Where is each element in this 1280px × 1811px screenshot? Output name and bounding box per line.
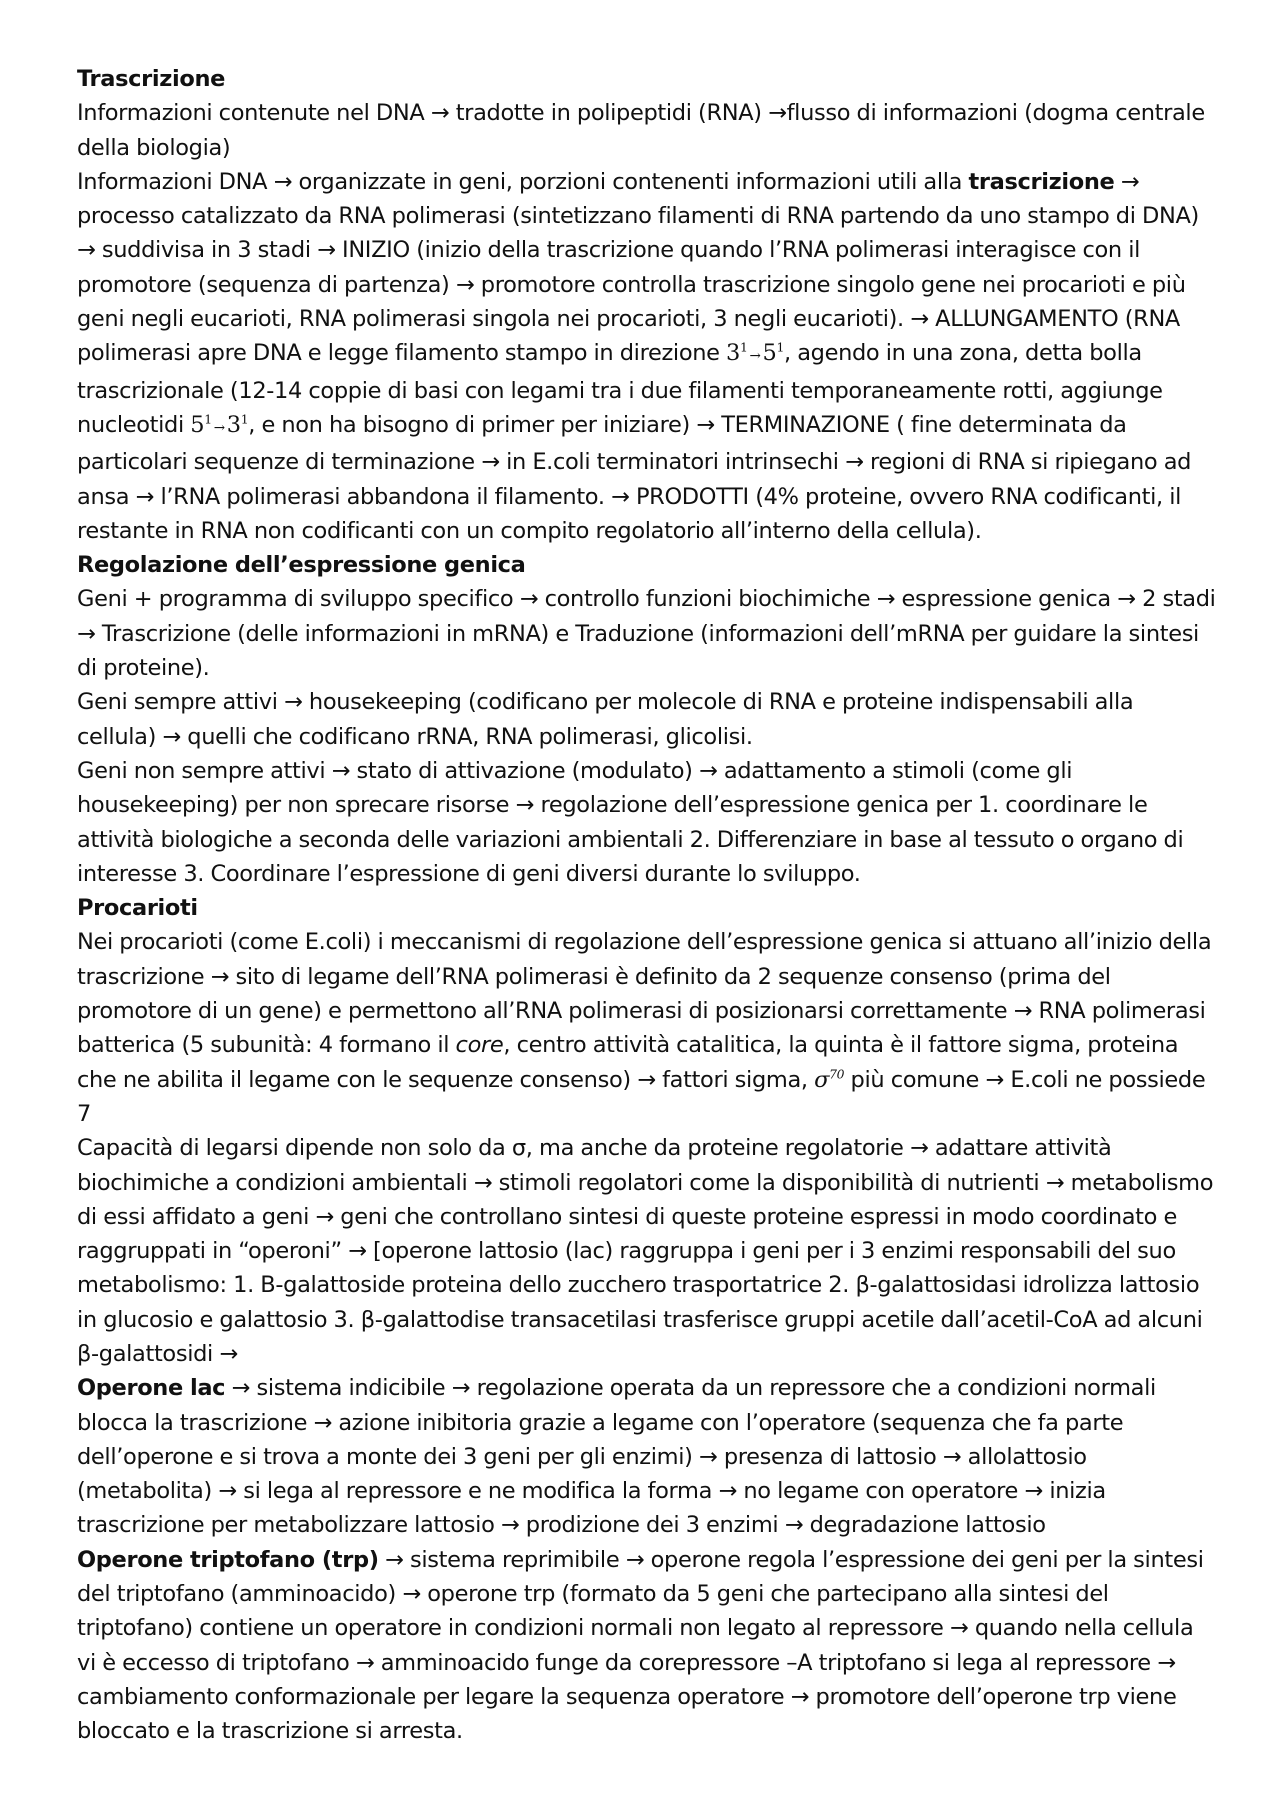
paragraph-trascrizione-stadi: Informazioni DNA → organizzate in geni, porzioni contenenti informazioni utili alla trascrizione → processo catalizzato da RNA polimerasi (sintetizzano filamenti di RNA partendo da uno stampo di DNA) → suddivisa in 3 stadi → INIZIO (inizio della trascrizione quando l’RNA polimerasi interagisce con il promotore (sequenza di partenza) → promotore controlla trascrizione singolo gene nei procarioti e più geni negli eucarioti, RNA polimerasi singola nei procarioti, 3 negli eucarioti). → ALLUNGAMENTO (RNA polimerasi apre DNA e legge filamento stampo in direzione $3^1\to 5^1$, agendo in una zona, detta bolla trascrizionale (12-14 coppie di basi con legami tra i due filamenti temporaneamente rotti, aggiunge nucleotidi $5^1\to 3^1$, e non ha bisogno di primer per iniziare) → TERMINAZIONE ( fine determinata da particolari sequenze di terminazione → in E.coli terminatori intrinsechi → regioni di RNA si ripiegano ad ansa → l’RNA polimerasi abbandona il filamento. → PRODOTTI (4% proteine, ovvero RNA codificanti, il restante in RNA non codificanti con un compito regolatorio all’interno della cellula).	[77, 168, 1199, 544]
paragraph-trascrizione-intro: Informazioni contenute nel DNA → tradotte in polipeptidi (RNA) →flusso di informazioni (dogma centrale della biologia)	[77, 100, 1205, 161]
paragraph-procarioti-intro: Nei procarioti (come E.coli) i meccanismi di regolazione dell’espressione genica si attuano all’inizio della trascrizione → sito di legame dell’RNA polimerasi è definito da 2 sequenze consenso (prima del promotore di un gene) e permettono all’RNA polimerasi di posizionarsi correttamente → RNA polimerasi batterica (5 subunità: 4 formano il core, centro attività catalitica, la quinta è il fattore sigma, proteina che ne abilita il legame con le sequenze consenso) → fattori sigma, $\sigma^{70}$ più comune → E.coli ne possiede 7	[77, 929, 1212, 1127]
direction-5-to-3: $5^1\to 3^1$	[190, 411, 249, 438]
document-page	[77, 62, 1217, 1749]
paragraph-capacita-legarsi: Capacità di legarsi dipende non solo da σ, ma anche da proteine regolatorie → adattare attività biochimiche a condizioni ambientali → stimoli regolatori come la disponibilità di nutrienti → metabolismo di essi affidato a geni → geni che controllano sintesi di queste proteine espressi in modo coordinato e raggruppati in “operoni” → [operone lattosio (lac) raggruppa i geni per i 3 enzimi responsabili del suo metabolismo: 1. B-galattoside proteina dello zucchero trasportatrice 2. β-galattosidasi idrolizza lattosio in glucosio e galattosio 3. β-galattodise transacetilasi trasferisce gruppi acetile dall’acetil-CoA ad alcuni β-galattosidi →	[77, 1135, 1214, 1367]
heading-procarioti: Procarioti	[77, 895, 198, 922]
paragraph-operone-trp: Operone triptofano (trp) → sistema reprimibile → operone regola l’espressione dei geni per la sintesi del triptofano (amminoacido) → operone trp (formato da 5 geni che partecipano alla sintesi del triptofano) contiene un operatore in condizioni normali non legato al repressore → quando nella cellula vi è eccesso di triptofano → amminoacido funge da corepressore –A triptofano si lega al repressore → cambiamento conformazionale per legare la sequenza operatore → promotore dell’operone trp viene bloccato e la trascrizione si arresta.	[77, 1546, 1204, 1745]
heading-trascrizione: Trascrizione	[77, 66, 226, 92]
sigma-70: $\sigma^{70}$	[814, 1066, 845, 1093]
paragraph-geni-non-attivi: Geni non sempre attivi → stato di attivazione (modulato) → adattamento a stimoli (come gli housekeeping) per non sprecare risorse → regolazione dell’espressione genica per 1. coordinare le attività biologiche a seconda delle variazioni ambientali 2. Differenziare in base al tessuto o organo di interesse 3. Coordinare l’espressione di geni diversi durante lo sviluppo.	[77, 757, 1184, 887]
paragraph-geni-attivi: Geni sempre attivi → housekeeping (codificano per molecole di RNA e proteine indispensabili alla cellula) → quelli che codificano rRNA, RNA polimerasi, glicolisi.	[77, 689, 1134, 750]
direction-3-to-5: $3^1\to 5^1$	[726, 340, 785, 367]
heading-regolazione: Regolazione dell’espressione genica	[77, 552, 526, 579]
paragraph-operone-lac: Operone lac → sistema indicibile → regolazione operata da un repressore che a condizioni normali blocca la trascrizione → azione inibitoria grazie a legame con l’operatore (sequenza che fa parte dell’operone e si trova a monte dei 3 geni per gli enzimi) → presenza di lattosio → allolattosio (metabolita) → si lega al repressore e ne modifica la forma → no legame con operatore → inizia trascrizione per metabolizzare lattosio → prodizione dei 3 enzimi → degradazione lattosio	[77, 1375, 1156, 1539]
paragraph-regolazione-intro: Geni + programma di sviluppo specifico → controllo funzioni biochimiche → espressione genica → 2 stadi → Trascrizione (delle informazioni in mRNA) e Traduzione (informazioni dell’mRNA per guidare la sintesi di proteine).	[77, 586, 1216, 682]
